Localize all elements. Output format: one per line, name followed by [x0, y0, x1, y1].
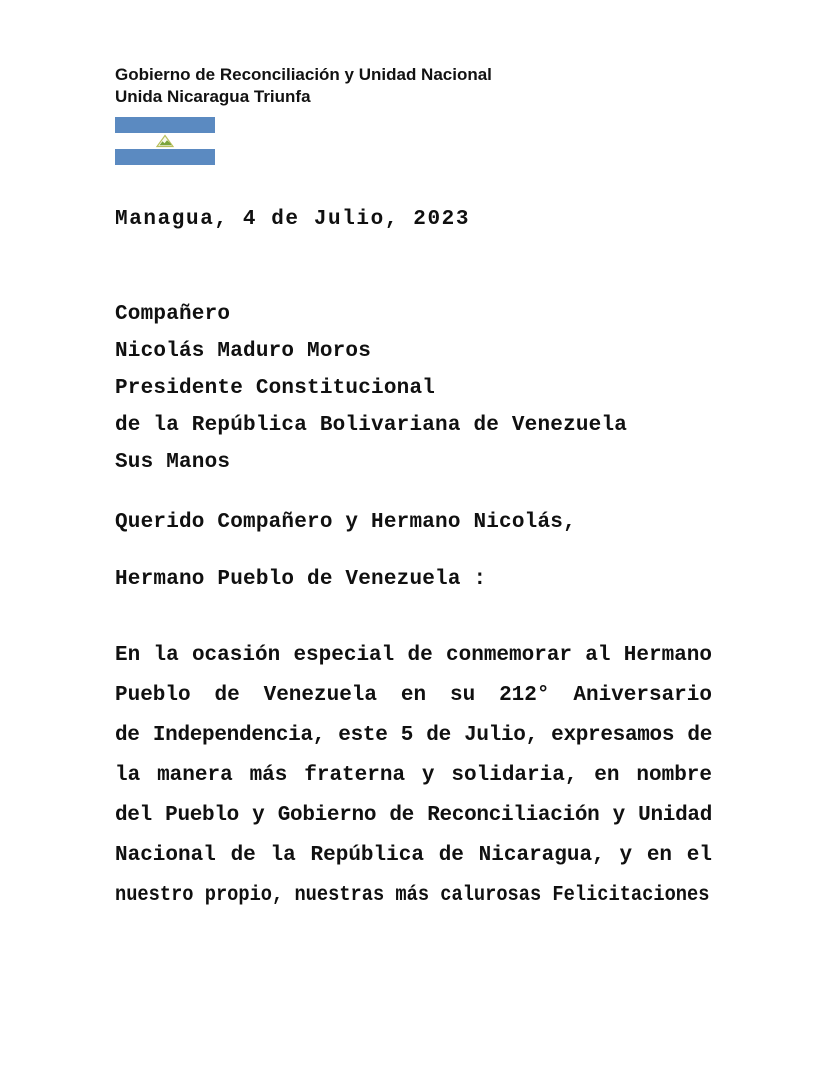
body-line-3: de Independencia, este 5 de Julio, expresamos de — [115, 724, 712, 747]
recipient-delivery-note: Sus Manos — [115, 451, 231, 474]
body-line-4: la manera más fraterna y solidaria, en nombre — [115, 764, 712, 787]
letterhead-line-2: Unida Nicaragua Triunfa — [115, 87, 311, 106]
salutation-line-2: Hermano Pueblo de Venezuela : — [115, 568, 487, 591]
recipient-title: Compañero — [115, 303, 231, 326]
recipient-role-line-1: Presidente Constitucional — [115, 377, 436, 400]
date-line: Managua, 4 de Julio, 2023 — [115, 208, 471, 231]
recipient-block — [115, 296, 825, 481]
salutation-line-1: Querido Compañero y Hermano Nicolás, — [115, 511, 576, 534]
letterhead — [115, 0, 825, 108]
body-line-5: del Pueblo y Gobierno de Reconciliación y Unidad — [115, 804, 712, 827]
body-line-6: Nacional de la República de Nicaragua, y en el — [115, 844, 712, 867]
letterhead-line-1: Gobierno de Reconciliación y Unidad Nacional — [115, 65, 492, 84]
flag-stripe-top — [115, 117, 215, 133]
body-line-2: Pueblo de Venezuela en su 212° Aniversario — [115, 684, 712, 707]
nicaragua-flag-image — [115, 117, 215, 165]
nicaragua-flag — [115, 117, 215, 165]
recipient-role-line-2: de la República Bolivariana de Venezuela — [115, 414, 628, 437]
recipient-name: Nicolás Maduro Moros — [115, 340, 372, 363]
body-paragraph — [115, 636, 712, 916]
body-line-1: En la ocasión especial de conmemorar al Hermano — [115, 644, 712, 667]
flag-stripe-bottom — [115, 149, 215, 165]
body-line-7: nuestro propio, nuestras más calurosas Felicitaciones — [115, 884, 710, 907]
